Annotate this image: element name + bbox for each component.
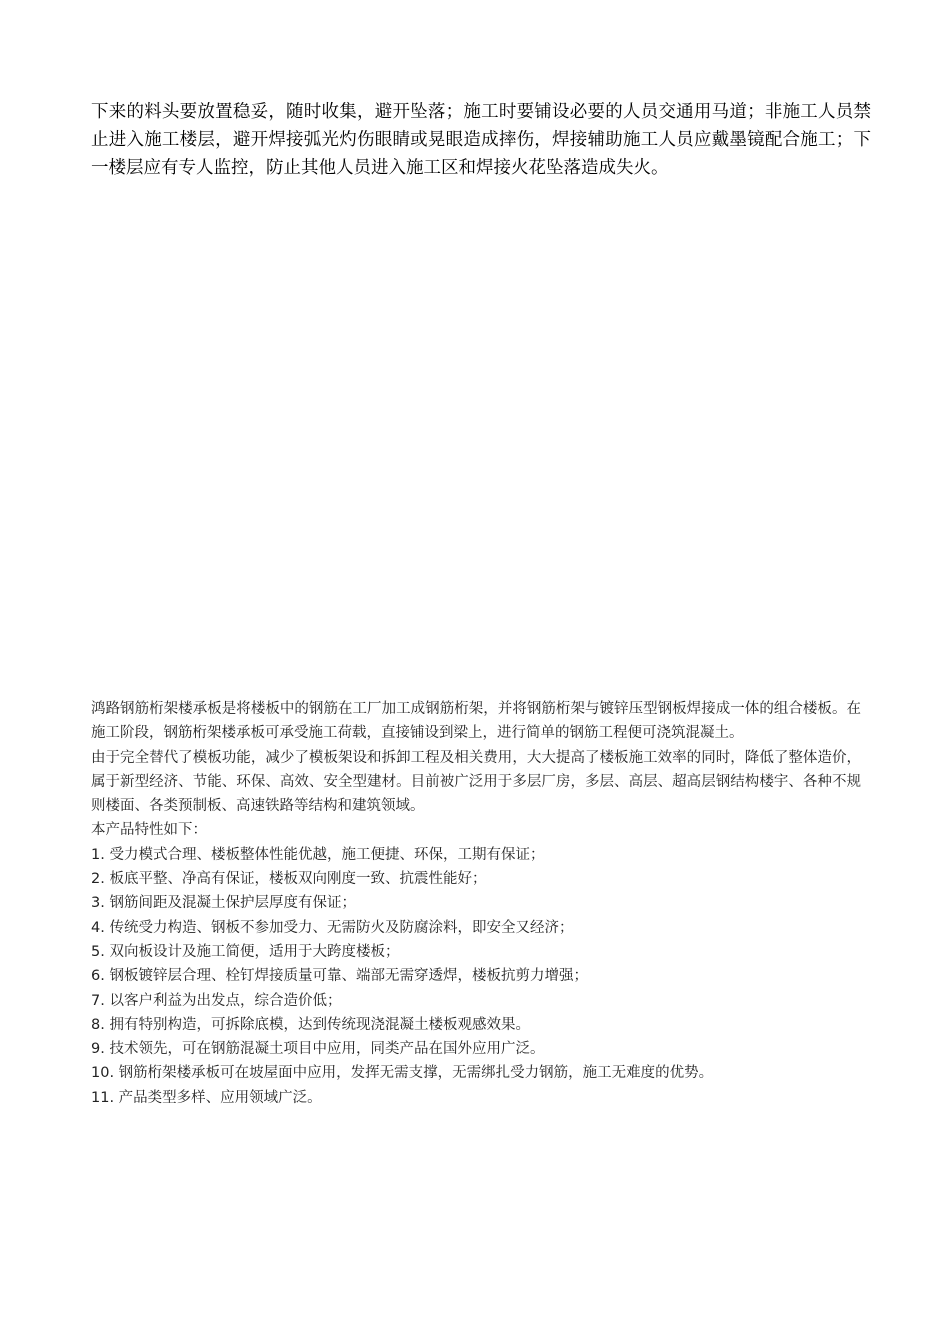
features-heading: 本产品特性如下： xyxy=(91,822,207,839)
feature-list xyxy=(91,843,861,1110)
list-item: 1. 受力模式合理、楼板整体性能优越，施工便捷、环保，工期有保证； xyxy=(91,846,545,863)
safety-paragraph: 下来的料头要放置稳妥，随时收集，避开坠落；施工时要铺设必要的人员交通用马道；非施工人员禁止进入施工楼层，避开焊接弧光灼伤眼睛或晃眼造成摔伤，焊接辅助施工人员应戴墨镜配合施工；下一楼层应有专人监控，防止其他人员进入施工区和焊接火花坠落造成失火。 xyxy=(91,102,871,178)
intro-paragraph: 鸿路钢筋桁架楼承板是将楼板中的钢筋在工厂加工成钢筋桁架，并将钢筋桁架与镀锌压型钢板焊接成一体的组合楼板。在施工阶段，钢筋桁架楼承板可承受施工荷载，直接铺设到梁上，进行简单的钢筋工程便可浇筑混凝土。 xyxy=(91,701,861,742)
list-item: 8. 拥有特别构造，可拆除底模，达到传统现浇混凝土楼板观感效果。 xyxy=(91,1016,530,1033)
product-description xyxy=(91,697,861,1110)
list-item: 2. 板底平整、净高有保证，楼板双向刚度一致、抗震性能好； xyxy=(91,871,487,888)
list-item: 3. 钢筋间距及混凝土保护层厚度有保证； xyxy=(91,895,356,912)
list-item: 6. 钢板镀锌层合理、栓钉焊接质量可靠、端部无需穿透焊，楼板抗剪力增强； xyxy=(91,968,588,985)
list-item: 5. 双向板设计及施工简便，适用于大跨度楼板； xyxy=(91,943,400,960)
list-item: 4. 传统受力构造、钢板不参加受力、无需防火及防腐涂料，即安全又经济； xyxy=(91,919,574,936)
list-item: 9. 技术领先，可在钢筋混凝土项目中应用，同类产品在国外应用广泛。 xyxy=(91,1041,545,1058)
list-item: 7. 以客户利益为出发点，综合造价低； xyxy=(91,992,342,1009)
list-item: 11. 产品类型多样、应用领域广泛。 xyxy=(91,1089,322,1106)
benefit-paragraph: 由于完全替代了模板功能，减少了模板架设和拆卸工程及相关费用，大大提高了楼板施工效率的同时，降低了整体造价，属于新型经济、节能、环保、高效、安全型建材。目前被广泛用于多层厂房，多层、高层、超高层钢结构楼宇、各种不规则楼面、各类预制板、高速铁路等结构和建筑领域。 xyxy=(91,749,861,815)
list-item: 10. 钢筋桁架楼承板可在坡屋面中应用，发挥无需支撑，无需绑扎受力钢筋，施工无难度的优势。 xyxy=(91,1065,714,1082)
